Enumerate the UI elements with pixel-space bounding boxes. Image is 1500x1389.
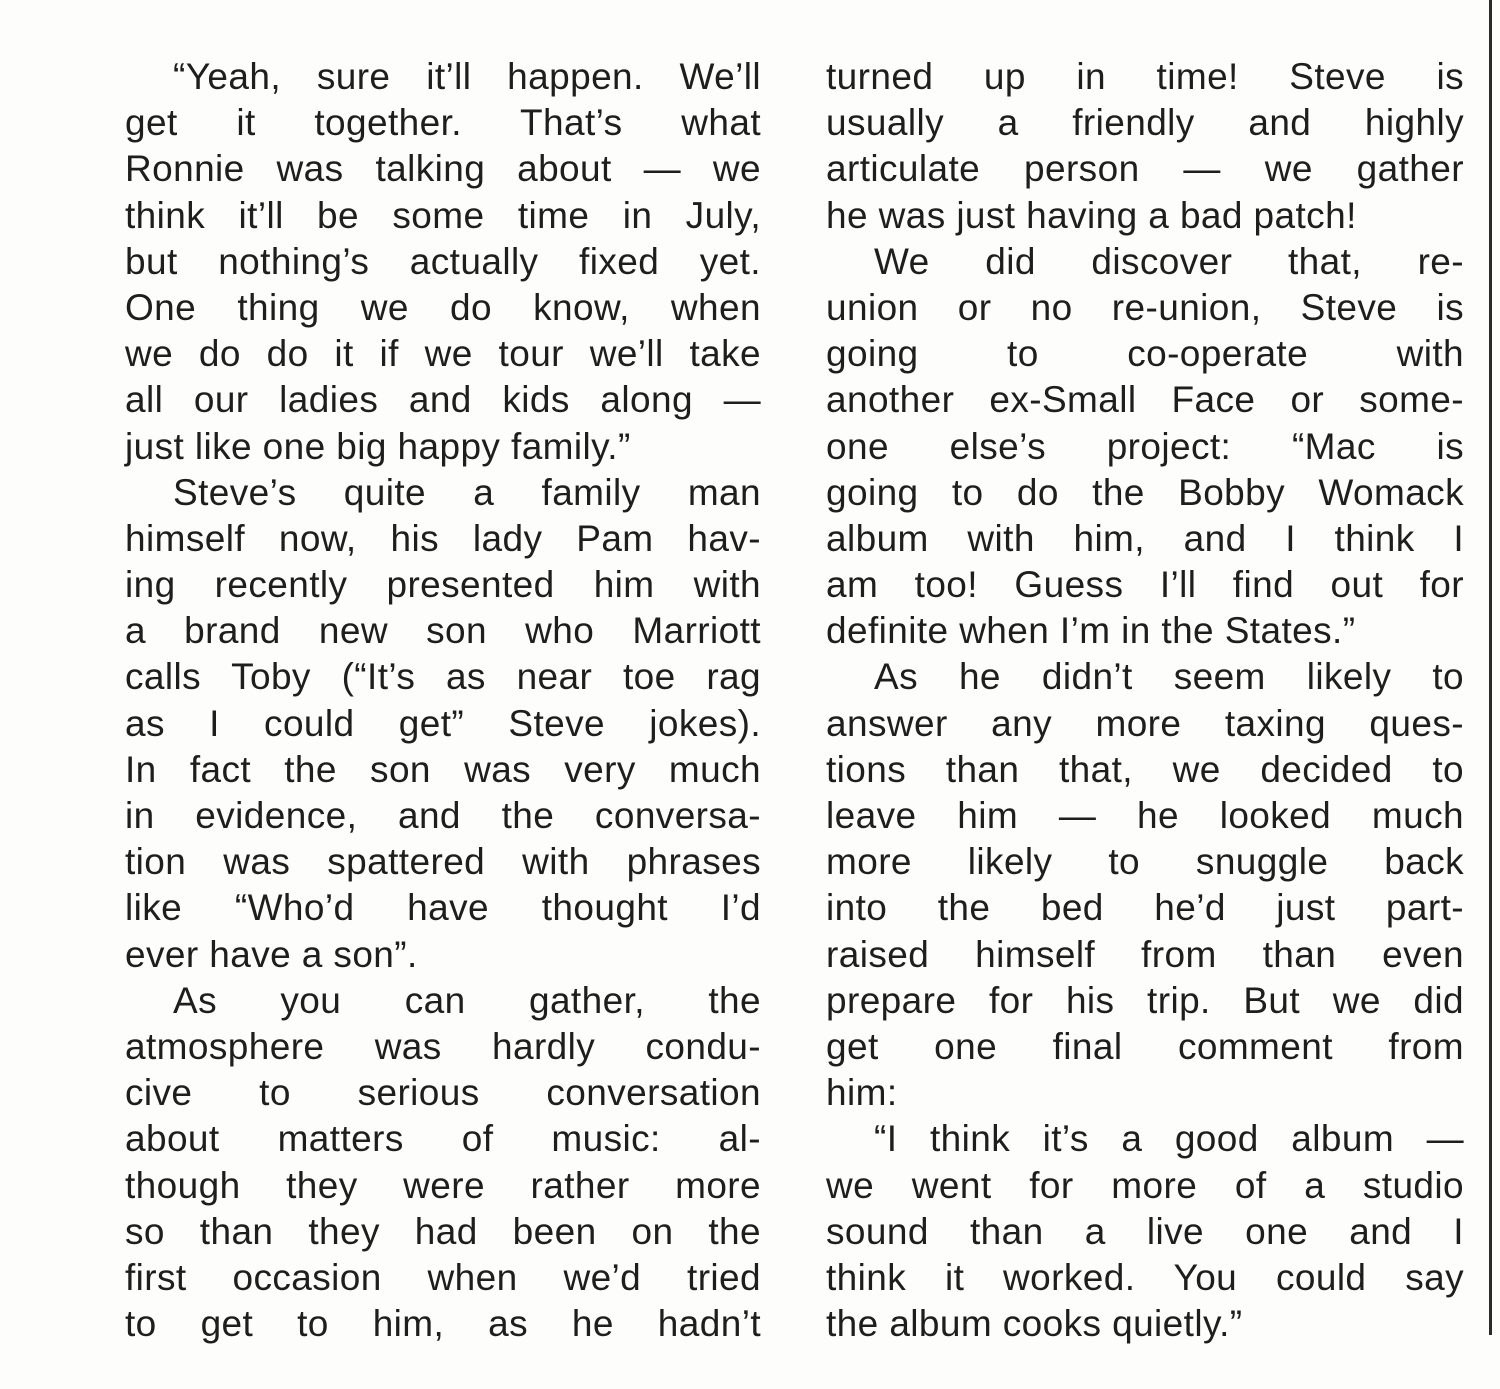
text-line: tion was spattered with phrases bbox=[125, 841, 761, 883]
text-line: to get to him, as he hadn’t bbox=[125, 1303, 761, 1345]
text-line: usually a friendly and highly bbox=[826, 102, 1464, 144]
text-line: but nothing’s actually fixed yet. bbox=[125, 240, 761, 282]
text-line: prepare for his trip. But we did bbox=[826, 979, 1464, 1021]
text-line: we do do it if we tour we’ll take bbox=[125, 333, 761, 375]
text-line: answer any more taxing ques- bbox=[826, 702, 1464, 744]
text-line: ever have a son”. bbox=[125, 933, 418, 975]
text-line: ing recently presented him with bbox=[125, 564, 761, 606]
text-line: all our ladies and kids along — bbox=[125, 379, 761, 421]
text-line: the album cooks quietly.” bbox=[826, 1303, 1243, 1345]
text-line: think it’ll be some time in July, bbox=[125, 194, 761, 236]
text-line: calls Toby (“It’s as near toe rag bbox=[125, 656, 761, 698]
text-line: him: bbox=[826, 1072, 898, 1114]
text-line: raised himself from than even bbox=[826, 933, 1464, 975]
text-line: As you can gather, the bbox=[173, 979, 761, 1021]
text-line: so than they had been on the bbox=[125, 1210, 761, 1252]
text-line: In fact the son was very much bbox=[125, 748, 761, 790]
text-line: Steve’s quite a family man bbox=[173, 471, 761, 513]
text-line: one else’s project: “Mac is bbox=[826, 425, 1464, 467]
text-line: as I could get” Steve jokes). bbox=[125, 702, 761, 744]
text-line: more likely to snuggle back bbox=[826, 841, 1464, 883]
text-line: Ronnie was talking about — we bbox=[125, 148, 761, 190]
article-right-column bbox=[826, 54, 1464, 1347]
text-line: turned up in time! Steve is bbox=[826, 56, 1464, 97]
text-line: going to co-operate with bbox=[826, 333, 1464, 375]
text-line: As he didn’t seem likely to bbox=[874, 656, 1464, 698]
text-line: he was just having a bad patch! bbox=[826, 194, 1357, 236]
text-line: another ex-Small Face or some- bbox=[826, 379, 1464, 421]
text-line: tions than that, we decided to bbox=[826, 748, 1464, 790]
text-line: think it worked. You could say bbox=[826, 1256, 1464, 1298]
text-line: articulate person — we gather bbox=[826, 148, 1464, 190]
text-line: album with him, and I think I bbox=[826, 517, 1464, 559]
text-line: about matters of music: al- bbox=[125, 1118, 761, 1160]
article-left-column bbox=[125, 54, 761, 1347]
column-rule bbox=[1489, 0, 1492, 1335]
text-line: “Yeah, sure it’ll happen. We’ll bbox=[173, 56, 761, 97]
text-line: in evidence, and the conversa- bbox=[125, 795, 761, 836]
text-line: am too! Guess I’ll find out for bbox=[826, 564, 1464, 606]
text-line: like “Who’d have thought I’d bbox=[125, 887, 761, 929]
text-line: union or no re-union, Steve is bbox=[826, 286, 1464, 328]
text-line: get one final comment from bbox=[826, 1025, 1464, 1067]
text-line: himself now, his lady Pam hav- bbox=[125, 517, 761, 559]
text-line: atmosphere was hardly condu- bbox=[125, 1025, 761, 1067]
text-line: though they were rather more bbox=[125, 1164, 761, 1206]
text-line: We did discover that, re- bbox=[874, 240, 1464, 282]
text-line: cive to serious conversation bbox=[125, 1072, 761, 1114]
text-line: we went for more of a studio bbox=[826, 1164, 1464, 1206]
text-line: just like one big happy family.” bbox=[125, 425, 631, 467]
text-line: leave him — he looked much bbox=[826, 795, 1464, 836]
text-line: sound than a live one and I bbox=[826, 1210, 1464, 1252]
text-line: One thing we do know, when bbox=[125, 286, 761, 328]
text-line: get it together. That’s what bbox=[125, 102, 761, 144]
text-line: first occasion when we’d tried bbox=[125, 1256, 761, 1298]
text-line: definite when I’m in the States.” bbox=[826, 610, 1356, 652]
text-line: into the bed he’d just part- bbox=[826, 887, 1464, 929]
text-line: going to do the Bobby Womack bbox=[826, 471, 1464, 513]
text-line: a brand new son who Marriott bbox=[125, 610, 761, 652]
text-line: “I think it’s a good album — bbox=[874, 1118, 1464, 1160]
